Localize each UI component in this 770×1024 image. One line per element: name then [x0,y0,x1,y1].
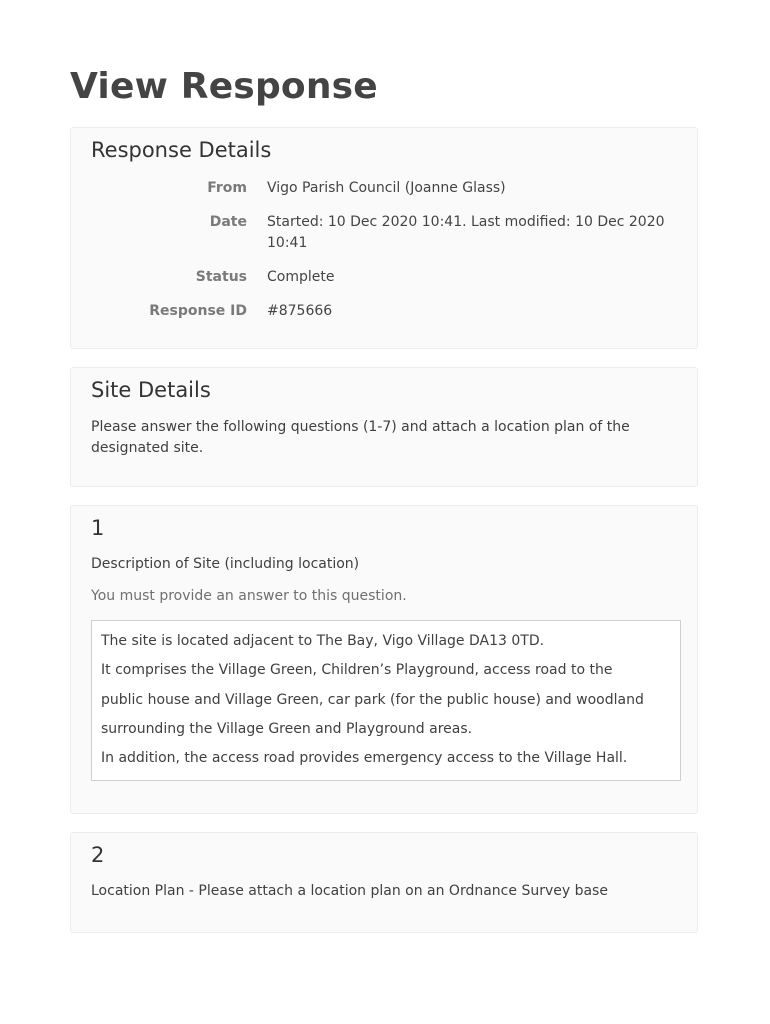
site-details-description: Please answer the following questions (1-7) and attach a location plan of the designated site. [91,419,630,456]
from-value: Vigo Parish Council (Joanne Glass) [267,180,506,196]
answer-line: surrounding the Village Green and Playground areas. [101,720,473,737]
question-text: Location Plan - Please attach a location plan on an Ordnance Survey base [91,883,608,899]
answer-line: The site is located adjacent to The Bay, Vigo Village DA13 0TD. [101,633,545,649]
question-number: 1 [91,516,105,540]
from-label: From [207,180,247,196]
date-label: Date [209,214,247,230]
answer-line: In addition, the access road provides emergency access to the Village Hall. [101,750,628,767]
question-card-1 [70,505,698,814]
question-text: Description of Site (including location) [91,556,360,572]
response-id-label: Response ID [149,303,247,319]
answer-box [91,620,681,781]
answer-line: public house and Village Green, car park (for the public house) and woodland [101,691,644,708]
site-details-card [70,367,698,487]
date-value: Started: 10 Dec 2020 10:41. Last modified: 10 Dec 2020 10:41 [267,214,665,251]
status-label: Status [195,269,247,285]
page-title: View Response [70,66,378,107]
question-card-2 [70,832,698,933]
response-id-value: #875666 [267,303,333,319]
response-details-card [70,127,698,349]
status-value: Complete [267,269,335,285]
response-details-heading: Response Details [91,138,272,162]
site-details-heading: Site Details [91,378,211,402]
answer-line: It comprises the Village Green, Children’s Playground, access road to the [101,662,613,679]
required-note: You must provide an answer to this question. [91,588,407,604]
question-number: 2 [91,843,105,867]
